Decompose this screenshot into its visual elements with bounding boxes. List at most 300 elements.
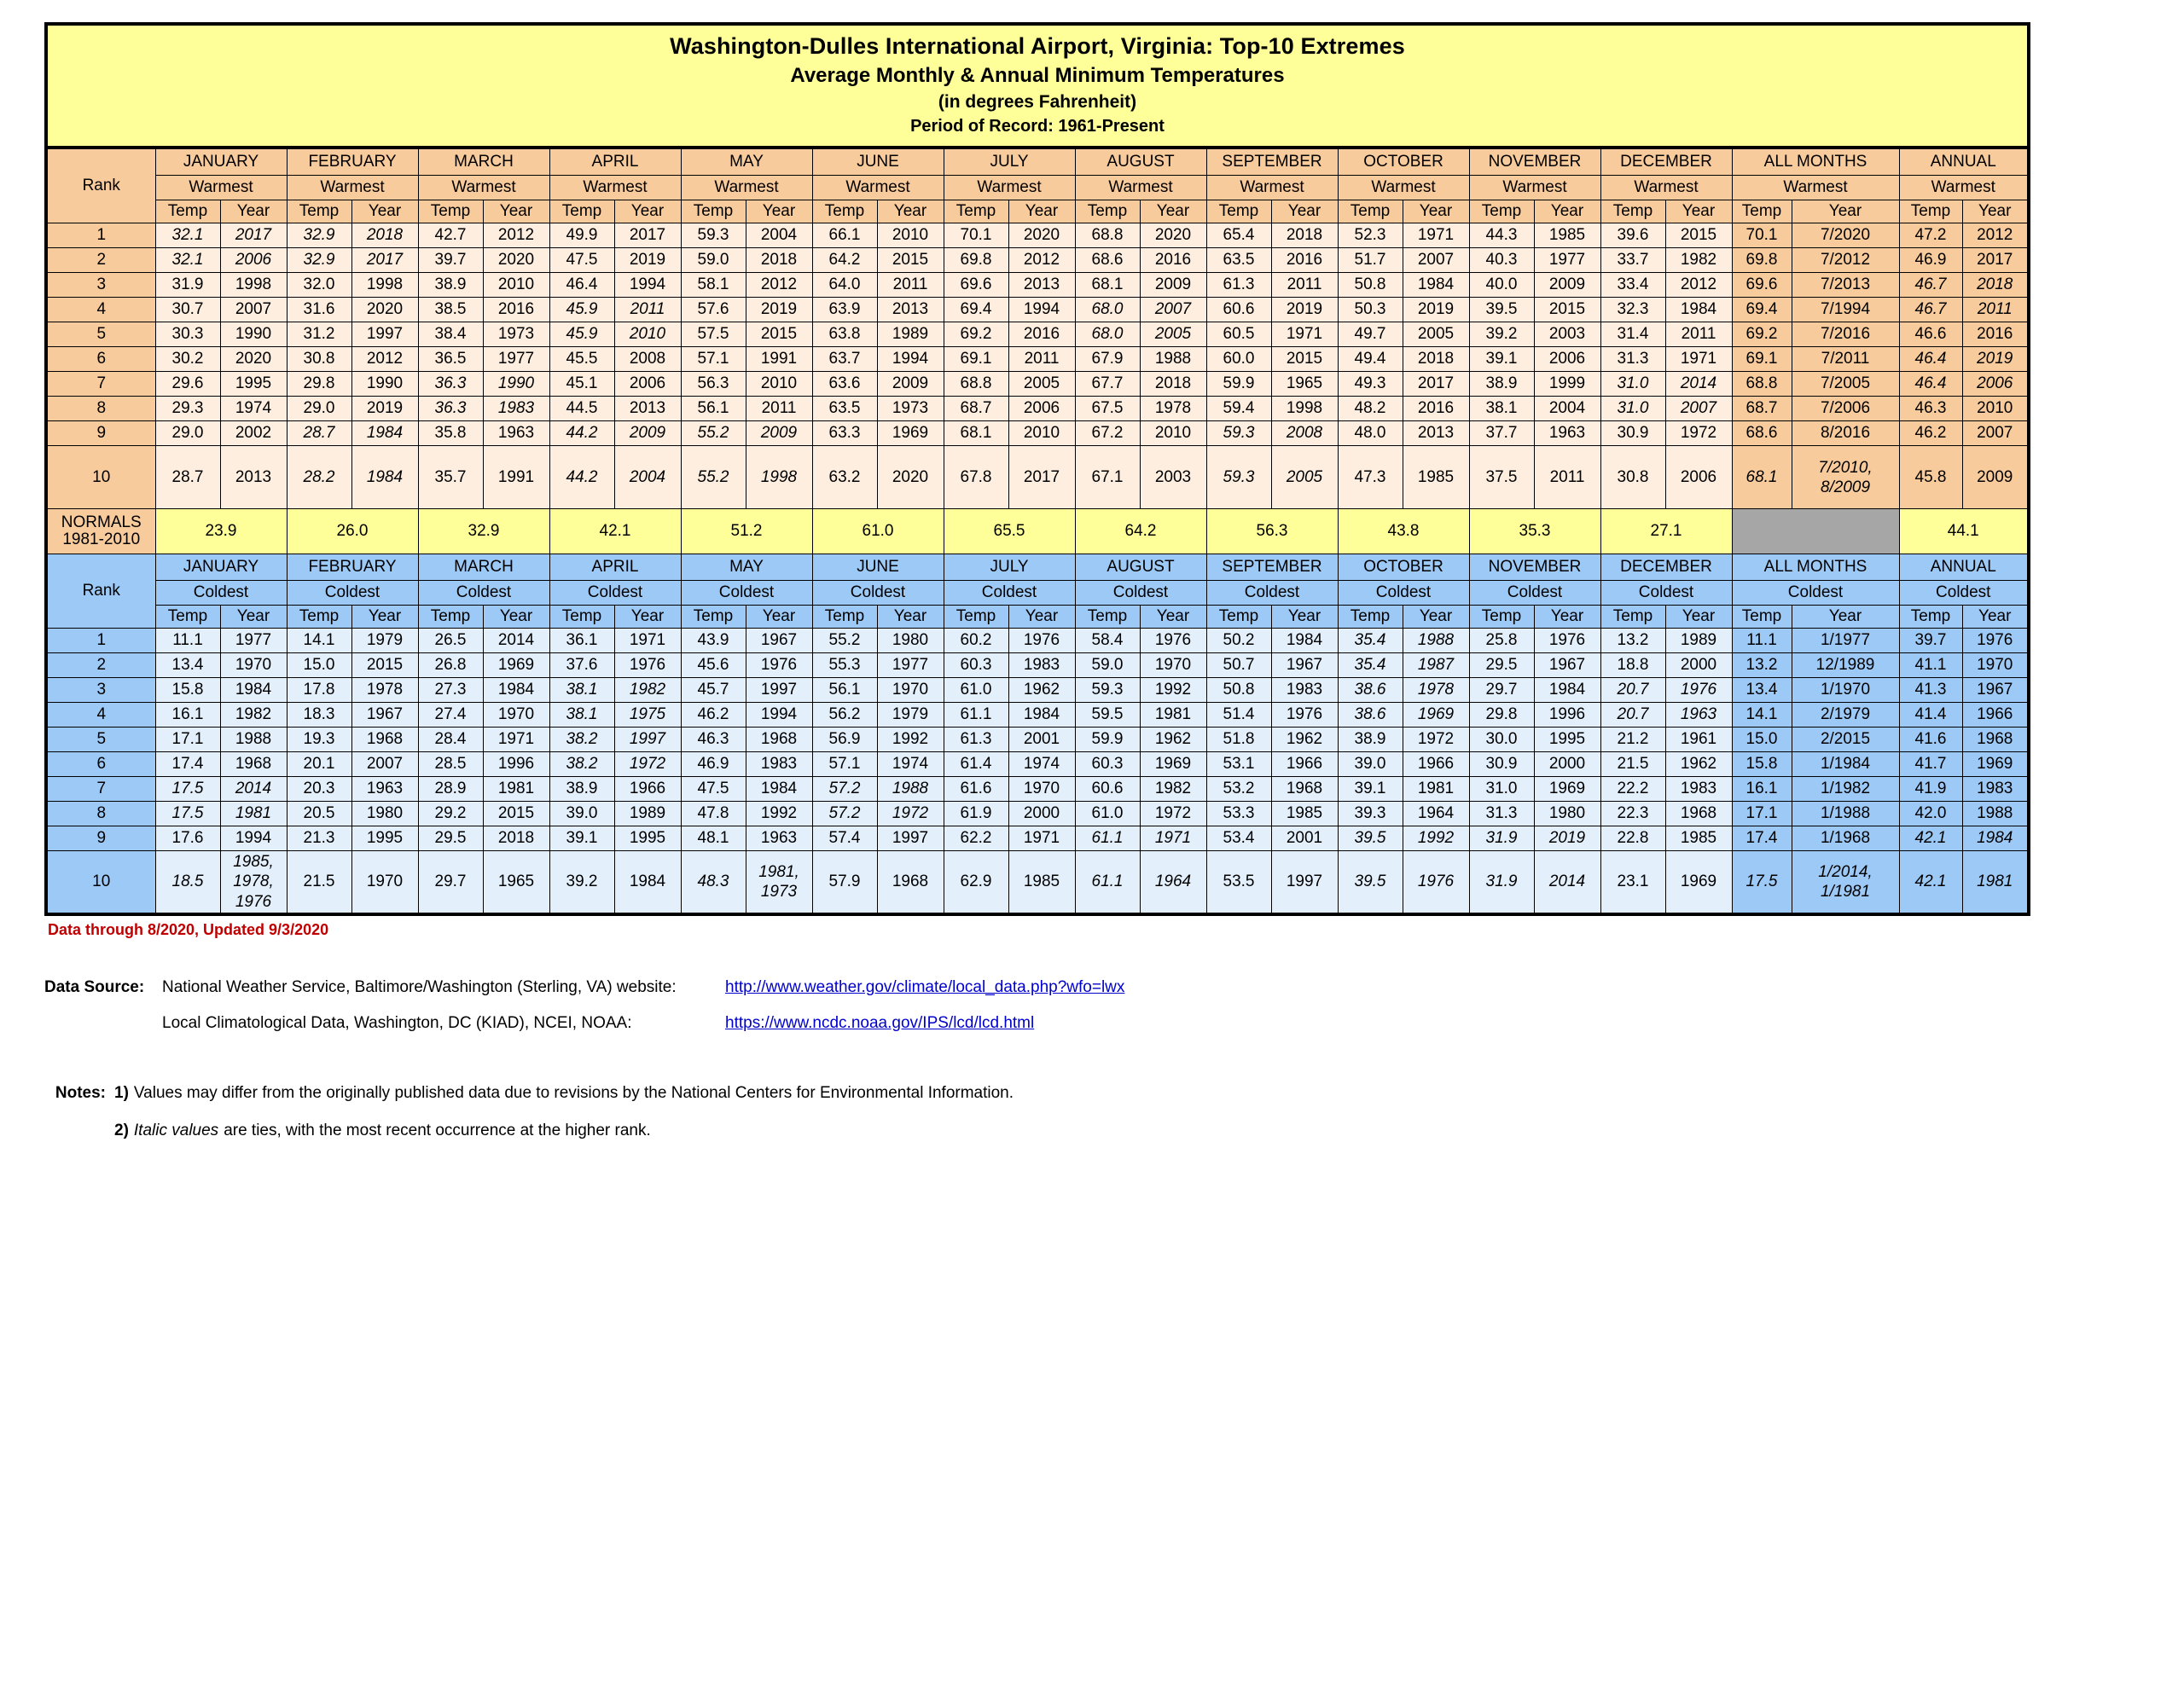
cold-temp-cell: 51.8 bbox=[1206, 728, 1271, 752]
warm-temp-header-2: Temp bbox=[418, 200, 483, 223]
data-source-row-2 bbox=[44, 1014, 2184, 1033]
cold-year-cell: 2007 bbox=[351, 752, 418, 777]
cold-rank-cell: 1 bbox=[46, 629, 155, 653]
cold-rank-cell: 3 bbox=[46, 678, 155, 703]
warm-year-cell: 2011 bbox=[1665, 322, 1732, 347]
cold-year-cell: 2001 bbox=[1008, 728, 1075, 752]
warm-temp-cell: 63.2 bbox=[812, 446, 877, 509]
warm-subheader-5: Warmest bbox=[812, 176, 944, 200]
warm-year-cell: 7/2016 bbox=[1792, 322, 1899, 347]
warm-year-cell: 2019 bbox=[1403, 298, 1469, 322]
cold-rank-cell: 10 bbox=[46, 851, 155, 914]
cold-temp-cell: 45.6 bbox=[681, 653, 746, 678]
cold-year-cell: 1971 bbox=[1008, 826, 1075, 851]
warm-temp-cell: 32.3 bbox=[1600, 298, 1665, 322]
notes-label: Notes: bbox=[55, 1083, 106, 1102]
cold-year-cell: 1976 bbox=[1962, 629, 2029, 653]
warm-year-cell: 2019 bbox=[746, 298, 812, 322]
warm-temp-cell: 36.3 bbox=[418, 397, 483, 421]
warm-year-header-13: Year bbox=[1962, 200, 2029, 223]
warm-year-header-7: Year bbox=[1140, 200, 1206, 223]
warm-year-cell: 2009 bbox=[877, 372, 944, 397]
warm-rank-cell: 10 bbox=[46, 446, 155, 509]
cold-year-cell: 1974 bbox=[877, 752, 944, 777]
cold-year-cell: 1980 bbox=[877, 629, 944, 653]
cold-temp-cell: 15.0 bbox=[1732, 728, 1792, 752]
cold-subheader-3: Coldest bbox=[549, 581, 681, 606]
cold-temp-cell: 53.1 bbox=[1206, 752, 1271, 777]
warm-year-cell: 2011 bbox=[1008, 347, 1075, 372]
cold-year-cell: 1963 bbox=[746, 826, 812, 851]
cold-temp-cell: 20.7 bbox=[1600, 703, 1665, 728]
warm-temp-cell: 46.7 bbox=[1899, 273, 1962, 298]
warm-temp-cell: 59.0 bbox=[681, 248, 746, 273]
warm-temp-cell: 49.9 bbox=[549, 223, 614, 248]
warm-year-cell: 2010 bbox=[746, 372, 812, 397]
cold-temp-cell: 46.3 bbox=[681, 728, 746, 752]
cold-temp-cell: 16.1 bbox=[1732, 777, 1792, 802]
warm-year-cell: 2011 bbox=[1534, 446, 1600, 509]
warm-year-cell: 1998 bbox=[1271, 397, 1338, 421]
warm-year-cell: 2004 bbox=[1534, 397, 1600, 421]
cold-year-cell: 1968 bbox=[351, 728, 418, 752]
warm-year-cell: 1982 bbox=[1665, 248, 1732, 273]
warm-temp-cell: 33.7 bbox=[1600, 248, 1665, 273]
warm-temp-header-12: Temp bbox=[1732, 200, 1792, 223]
cold-temp-cell: 25.8 bbox=[1469, 629, 1534, 653]
cold-subheader-5: Coldest bbox=[812, 581, 944, 606]
warm-temp-cell: 32.1 bbox=[155, 223, 220, 248]
warm-temp-header-6: Temp bbox=[944, 200, 1008, 223]
warm-year-cell: 2019 bbox=[1271, 298, 1338, 322]
warm-year-cell: 1991 bbox=[483, 446, 549, 509]
cold-temp-cell: 30.0 bbox=[1469, 728, 1534, 752]
cold-temp-cell: 39.5 bbox=[1338, 826, 1403, 851]
warm-year-cell: 1997 bbox=[351, 322, 418, 347]
cold-temp-cell: 14.1 bbox=[1732, 703, 1792, 728]
warm-year-cell: 2010 bbox=[877, 223, 944, 248]
cold-year-cell: 1979 bbox=[877, 703, 944, 728]
warm-year-cell: 1978 bbox=[1140, 397, 1206, 421]
cold-year-cell: 1989 bbox=[1665, 629, 1732, 653]
warm-rank-cell: 9 bbox=[46, 421, 155, 446]
warm-year-cell: 2012 bbox=[483, 223, 549, 248]
warm-rank-cell: 5 bbox=[46, 322, 155, 347]
cold-year-cell: 1981 bbox=[1140, 703, 1206, 728]
warm-year-cell: 2009 bbox=[746, 421, 812, 446]
cold-year-cell: 1966 bbox=[1962, 703, 2029, 728]
warm-temp-cell: 44.3 bbox=[1469, 223, 1534, 248]
cold-temp-cell: 56.9 bbox=[812, 728, 877, 752]
cold-temp-header-3: Temp bbox=[549, 606, 614, 629]
cold-temp-cell: 14.1 bbox=[287, 629, 351, 653]
title-line-4: Period of Record: 1961-Present bbox=[910, 116, 1165, 136]
data-source-link-1[interactable]: http://www.weather.gov/climate/local_data.php?wfo=lwx bbox=[725, 977, 1125, 996]
warm-year-cell: 2012 bbox=[746, 273, 812, 298]
normals-value-cell: 44.1 bbox=[1899, 509, 2029, 554]
cold-year-cell: 1961 bbox=[1665, 728, 1732, 752]
warm-year-cell: 7/2020 bbox=[1792, 223, 1899, 248]
warm-temp-cell: 65.4 bbox=[1206, 223, 1271, 248]
warm-year-cell: 2016 bbox=[1403, 397, 1469, 421]
cold-year-cell: 1977 bbox=[877, 653, 944, 678]
warm-temp-cell: 68.8 bbox=[944, 372, 1008, 397]
warm-rank-cell: 4 bbox=[46, 298, 155, 322]
warm-year-cell: 2002 bbox=[220, 421, 287, 446]
warm-temp-cell: 56.3 bbox=[681, 372, 746, 397]
cold-temp-cell: 31.9 bbox=[1469, 826, 1534, 851]
warm-temp-cell: 55.2 bbox=[681, 421, 746, 446]
cold-year-cell: 1982 bbox=[220, 703, 287, 728]
cold-year-cell: 2001 bbox=[1271, 826, 1338, 851]
warm-temp-cell: 70.1 bbox=[944, 223, 1008, 248]
warm-year-cell: 2010 bbox=[1140, 421, 1206, 446]
cold-temp-header-12: Temp bbox=[1732, 606, 1792, 629]
cold-temp-cell: 61.0 bbox=[944, 678, 1008, 703]
cold-year-cell: 1963 bbox=[351, 777, 418, 802]
warm-temp-cell: 59.3 bbox=[1206, 446, 1271, 509]
warm-temp-cell: 39.1 bbox=[1469, 347, 1534, 372]
notes-block bbox=[44, 1084, 2184, 1140]
cold-month-header-11: DECEMBER bbox=[1600, 554, 1732, 581]
cold-temp-cell: 60.6 bbox=[1075, 777, 1140, 802]
normals-value-cell: 65.5 bbox=[944, 509, 1075, 554]
warm-temp-cell: 59.4 bbox=[1206, 397, 1271, 421]
cold-temp-header-0: Temp bbox=[155, 606, 220, 629]
cold-temp-header-9: Temp bbox=[1338, 606, 1403, 629]
cold-year-cell: 1967 bbox=[1271, 653, 1338, 678]
warm-temp-cell: 61.3 bbox=[1206, 273, 1271, 298]
warm-temp-cell: 69.1 bbox=[944, 347, 1008, 372]
warm-temp-cell: 69.6 bbox=[1732, 273, 1792, 298]
warm-year-cell: 2007 bbox=[1140, 298, 1206, 322]
cold-year-cell: 1966 bbox=[1271, 752, 1338, 777]
normals-value-cell: 42.1 bbox=[549, 509, 681, 554]
cold-temp-cell: 50.8 bbox=[1206, 678, 1271, 703]
cold-year-cell: 1971 bbox=[614, 629, 681, 653]
warm-temp-cell: 57.5 bbox=[681, 322, 746, 347]
warm-temp-cell: 45.1 bbox=[549, 372, 614, 397]
cold-rank-header: Rank bbox=[46, 554, 155, 629]
warm-month-header-7: AUGUST bbox=[1075, 148, 1206, 176]
warm-temp-cell: 45.9 bbox=[549, 298, 614, 322]
warm-year-cell: 1973 bbox=[483, 322, 549, 347]
cold-temp-cell: 39.0 bbox=[549, 802, 614, 826]
warm-year-cell: 2017 bbox=[1008, 446, 1075, 509]
cold-year-header-4: Year bbox=[746, 606, 812, 629]
cold-rank-cell: 5 bbox=[46, 728, 155, 752]
warm-subheader-1: Warmest bbox=[287, 176, 418, 200]
cold-temp-cell: 17.6 bbox=[155, 826, 220, 851]
cold-year-cell: 1996 bbox=[483, 752, 549, 777]
cold-year-cell: 1969 bbox=[1665, 851, 1732, 914]
cold-rank-cell: 7 bbox=[46, 777, 155, 802]
warm-temp-cell: 70.1 bbox=[1732, 223, 1792, 248]
cold-temp-header-1: Temp bbox=[287, 606, 351, 629]
cold-year-cell: 1995 bbox=[351, 826, 418, 851]
warm-year-cell: 2011 bbox=[877, 273, 944, 298]
cold-temp-cell: 61.1 bbox=[1075, 851, 1140, 914]
warm-year-cell: 1994 bbox=[614, 273, 681, 298]
title-line-3: (in degrees Fahrenheit) bbox=[938, 92, 1137, 113]
warm-temp-cell: 32.0 bbox=[287, 273, 351, 298]
warm-temp-cell: 42.7 bbox=[418, 223, 483, 248]
cold-temp-header-7: Temp bbox=[1075, 606, 1140, 629]
cold-temp-cell: 60.2 bbox=[944, 629, 1008, 653]
warm-temp-cell: 33.4 bbox=[1600, 273, 1665, 298]
warm-month-header-4: MAY bbox=[681, 148, 812, 176]
warm-year-cell: 1984 bbox=[1665, 298, 1732, 322]
cold-year-cell: 1975 bbox=[614, 703, 681, 728]
data-through-note: Data through 8/2020, Updated 9/3/2020 bbox=[48, 920, 329, 938]
cold-year-cell: 1970 bbox=[483, 703, 549, 728]
warm-year-cell: 7/2013 bbox=[1792, 273, 1899, 298]
warm-year-cell: 2003 bbox=[1534, 322, 1600, 347]
warm-temp-cell: 59.3 bbox=[1206, 421, 1271, 446]
warm-year-cell: 2018 bbox=[746, 248, 812, 273]
warm-year-cell: 2020 bbox=[877, 446, 944, 509]
warm-temp-cell: 69.1 bbox=[1732, 347, 1792, 372]
warm-year-header-2: Year bbox=[483, 200, 549, 223]
warm-year-cell: 2005 bbox=[1008, 372, 1075, 397]
warm-year-cell: 2011 bbox=[746, 397, 812, 421]
cold-year-cell: 1995 bbox=[614, 826, 681, 851]
warm-temp-cell: 64.0 bbox=[812, 273, 877, 298]
warm-year-cell: 2018 bbox=[351, 223, 418, 248]
cold-year-cell: 1974 bbox=[1008, 752, 1075, 777]
warm-temp-cell: 69.8 bbox=[944, 248, 1008, 273]
cold-temp-cell: 28.4 bbox=[418, 728, 483, 752]
cold-year-cell: 2018 bbox=[483, 826, 549, 851]
cold-temp-cell: 27.3 bbox=[418, 678, 483, 703]
cold-temp-cell: 20.7 bbox=[1600, 678, 1665, 703]
warm-year-cell: 2006 bbox=[1962, 372, 2029, 397]
warm-temp-cell: 50.8 bbox=[1338, 273, 1403, 298]
cold-temp-cell: 38.1 bbox=[549, 678, 614, 703]
warm-temp-cell: 29.0 bbox=[155, 421, 220, 446]
warm-year-cell: 2015 bbox=[1534, 298, 1600, 322]
note-1-number: 1) bbox=[114, 1083, 129, 1102]
data-source-label: Data Source: bbox=[44, 977, 145, 996]
warm-year-cell: 1977 bbox=[483, 347, 549, 372]
warm-year-cell: 2005 bbox=[1271, 446, 1338, 509]
warm-temp-header-5: Temp bbox=[812, 200, 877, 223]
warm-temp-cell: 30.9 bbox=[1600, 421, 1665, 446]
warm-temp-cell: 28.2 bbox=[287, 446, 351, 509]
cold-year-header-3: Year bbox=[614, 606, 681, 629]
cold-year-cell: 1964 bbox=[1140, 851, 1206, 914]
cold-temp-cell: 38.6 bbox=[1338, 678, 1403, 703]
warm-month-header-11: DECEMBER bbox=[1600, 148, 1732, 176]
cold-year-cell: 1979 bbox=[351, 629, 418, 653]
title-line-1: Washington-Dulles International Airport, Virginia: Top-10 Extremes bbox=[670, 33, 1405, 59]
normals-value-cell: 61.0 bbox=[812, 509, 944, 554]
warm-year-cell: 2017 bbox=[614, 223, 681, 248]
cold-temp-cell: 17.4 bbox=[1732, 826, 1792, 851]
title-block bbox=[46, 24, 2029, 148]
warm-year-cell: 2004 bbox=[614, 446, 681, 509]
warm-year-cell: 2013 bbox=[614, 397, 681, 421]
cold-year-cell: 1962 bbox=[1140, 728, 1206, 752]
cold-rank-cell: 6 bbox=[46, 752, 155, 777]
cold-year-cell: 1966 bbox=[1403, 752, 1469, 777]
warm-year-cell: 2009 bbox=[1962, 446, 2029, 509]
warm-temp-cell: 67.8 bbox=[944, 446, 1008, 509]
warm-temp-cell: 68.1 bbox=[1732, 446, 1792, 509]
cold-year-cell: 1997 bbox=[1271, 851, 1338, 914]
warm-temp-header-10: Temp bbox=[1469, 200, 1534, 223]
warm-temp-header-4: Temp bbox=[681, 200, 746, 223]
warm-year-cell: 2006 bbox=[614, 372, 681, 397]
warm-temp-cell: 29.6 bbox=[155, 372, 220, 397]
cold-temp-header-6: Temp bbox=[944, 606, 1008, 629]
warm-temp-cell: 60.6 bbox=[1206, 298, 1271, 322]
cold-temp-cell: 37.6 bbox=[549, 653, 614, 678]
warm-year-cell: 8/2016 bbox=[1792, 421, 1899, 446]
warm-temp-cell: 35.8 bbox=[418, 421, 483, 446]
cold-year-header-13: Year bbox=[1962, 606, 2029, 629]
cold-temp-cell: 11.1 bbox=[155, 629, 220, 653]
warm-temp-cell: 39.7 bbox=[418, 248, 483, 273]
cold-subheader-7: Coldest bbox=[1075, 581, 1206, 606]
cold-year-cell: 1/1982 bbox=[1792, 777, 1899, 802]
data-source-block bbox=[44, 978, 2184, 1033]
cold-year-cell: 1962 bbox=[1665, 752, 1732, 777]
warm-temp-cell: 30.7 bbox=[155, 298, 220, 322]
cold-temp-cell: 61.1 bbox=[1075, 826, 1140, 851]
warm-temp-cell: 64.2 bbox=[812, 248, 877, 273]
cold-year-cell: 1970 bbox=[1962, 653, 2029, 678]
cold-temp-cell: 21.3 bbox=[287, 826, 351, 851]
cold-temp-cell: 55.3 bbox=[812, 653, 877, 678]
cold-temp-cell: 46.9 bbox=[681, 752, 746, 777]
warm-year-cell: 2013 bbox=[1403, 421, 1469, 446]
warm-temp-cell: 57.6 bbox=[681, 298, 746, 322]
warm-temp-cell: 69.2 bbox=[1732, 322, 1792, 347]
warm-year-header-11: Year bbox=[1665, 200, 1732, 223]
warm-year-cell: 2003 bbox=[1140, 446, 1206, 509]
cold-year-cell: 1/2014, 1/1981 bbox=[1792, 851, 1899, 914]
cold-rank-cell: 4 bbox=[46, 703, 155, 728]
cold-year-cell: 2000 bbox=[1008, 802, 1075, 826]
cold-temp-cell: 18.3 bbox=[287, 703, 351, 728]
normals-label-line-2: 1981-2010 bbox=[62, 530, 141, 549]
warm-year-cell: 1990 bbox=[483, 372, 549, 397]
warm-temp-cell: 28.7 bbox=[155, 446, 220, 509]
warm-temp-cell: 48.0 bbox=[1338, 421, 1403, 446]
warm-year-cell: 1977 bbox=[1534, 248, 1600, 273]
warm-temp-cell: 63.8 bbox=[812, 322, 877, 347]
warm-year-cell: 2011 bbox=[1271, 273, 1338, 298]
cold-year-cell: 1983 bbox=[1271, 678, 1338, 703]
cold-temp-cell: 45.7 bbox=[681, 678, 746, 703]
cold-temp-cell: 61.0 bbox=[1075, 802, 1140, 826]
warm-temp-header-9: Temp bbox=[1338, 200, 1403, 223]
warm-temp-cell: 69.4 bbox=[1732, 298, 1792, 322]
warm-subheader-2: Warmest bbox=[418, 176, 549, 200]
cold-year-cell: 2015 bbox=[351, 653, 418, 678]
cold-temp-cell: 30.9 bbox=[1469, 752, 1534, 777]
cold-temp-cell: 26.8 bbox=[418, 653, 483, 678]
cold-temp-cell: 28.5 bbox=[418, 752, 483, 777]
cold-temp-cell: 26.5 bbox=[418, 629, 483, 653]
cold-month-header-6: JULY bbox=[944, 554, 1075, 581]
warm-month-header-12: ALL MONTHS bbox=[1732, 148, 1899, 176]
cold-month-header-8: SEPTEMBER bbox=[1206, 554, 1338, 581]
warm-year-cell: 1988 bbox=[1140, 347, 1206, 372]
cold-year-cell: 1981, 1973 bbox=[746, 851, 812, 914]
cold-year-cell: 1978 bbox=[1403, 678, 1469, 703]
note-1-text: Values may differ from the originally published data due to revisions by the National Centers for Environmental Information. bbox=[133, 1083, 1014, 1102]
cold-temp-cell: 20.3 bbox=[287, 777, 351, 802]
warm-year-cell: 1971 bbox=[1665, 347, 1732, 372]
data-source-text-2: Local Climatological Data, Washington, DC (KIAD), NCEI, NOAA: bbox=[162, 1013, 632, 1032]
cold-temp-cell: 47.5 bbox=[681, 777, 746, 802]
warm-year-cell: 2009 bbox=[1140, 273, 1206, 298]
cold-year-header-11: Year bbox=[1665, 606, 1732, 629]
cold-year-cell: 1992 bbox=[877, 728, 944, 752]
cold-year-cell: 1968 bbox=[220, 752, 287, 777]
warm-month-header-8: SEPTEMBER bbox=[1206, 148, 1338, 176]
cold-year-cell: 1988 bbox=[1962, 802, 2029, 826]
cold-year-cell: 1994 bbox=[220, 826, 287, 851]
cold-subheader-4: Coldest bbox=[681, 581, 812, 606]
warm-temp-cell: 44.2 bbox=[549, 446, 614, 509]
normals-value-cell: 51.2 bbox=[681, 509, 812, 554]
warm-temp-cell: 68.6 bbox=[1075, 248, 1140, 273]
cold-rank-cell: 8 bbox=[46, 802, 155, 826]
warm-temp-cell: 67.7 bbox=[1075, 372, 1140, 397]
note-row-1 bbox=[44, 1084, 2184, 1103]
cold-year-cell: 1970 bbox=[1008, 777, 1075, 802]
cold-year-cell: 1/1970 bbox=[1792, 678, 1899, 703]
warm-rank-cell: 3 bbox=[46, 273, 155, 298]
warm-temp-cell: 55.2 bbox=[681, 446, 746, 509]
warm-temp-cell: 39.5 bbox=[1469, 298, 1534, 322]
data-source-link-2[interactable]: https://www.ncdc.noaa.gov/IPS/lcd/lcd.html bbox=[725, 1013, 1035, 1032]
cold-year-cell: 1976 bbox=[1665, 678, 1732, 703]
cold-month-header-7: AUGUST bbox=[1075, 554, 1206, 581]
warm-year-cell: 1999 bbox=[1534, 372, 1600, 397]
cold-temp-cell: 48.1 bbox=[681, 826, 746, 851]
cold-temp-cell: 11.1 bbox=[1732, 629, 1792, 653]
warm-temp-cell: 45.5 bbox=[549, 347, 614, 372]
cold-year-cell: 1982 bbox=[614, 678, 681, 703]
warm-temp-header-0: Temp bbox=[155, 200, 220, 223]
warm-year-cell: 2007 bbox=[220, 298, 287, 322]
warm-year-cell: 1971 bbox=[1271, 322, 1338, 347]
warm-temp-cell: 38.5 bbox=[418, 298, 483, 322]
warm-temp-cell: 37.7 bbox=[1469, 421, 1534, 446]
cold-temp-cell: 31.3 bbox=[1469, 802, 1534, 826]
cold-temp-cell: 38.2 bbox=[549, 752, 614, 777]
warm-rank-cell: 1 bbox=[46, 223, 155, 248]
warm-year-cell: 2010 bbox=[1962, 397, 2029, 421]
warm-subheader-7: Warmest bbox=[1075, 176, 1206, 200]
warm-year-header-6: Year bbox=[1008, 200, 1075, 223]
warm-temp-cell: 46.3 bbox=[1899, 397, 1962, 421]
cold-year-cell: 1997 bbox=[877, 826, 944, 851]
cold-year-cell: 1984 bbox=[1534, 678, 1600, 703]
cold-year-cell: 1994 bbox=[746, 703, 812, 728]
cold-temp-header-8: Temp bbox=[1206, 606, 1271, 629]
warm-temp-cell: 29.3 bbox=[155, 397, 220, 421]
cold-year-cell: 1985 bbox=[1271, 802, 1338, 826]
cold-temp-header-13: Temp bbox=[1899, 606, 1962, 629]
cold-subheader-2: Coldest bbox=[418, 581, 549, 606]
warm-month-header-3: APRIL bbox=[549, 148, 681, 176]
cold-subheader-6: Coldest bbox=[944, 581, 1075, 606]
